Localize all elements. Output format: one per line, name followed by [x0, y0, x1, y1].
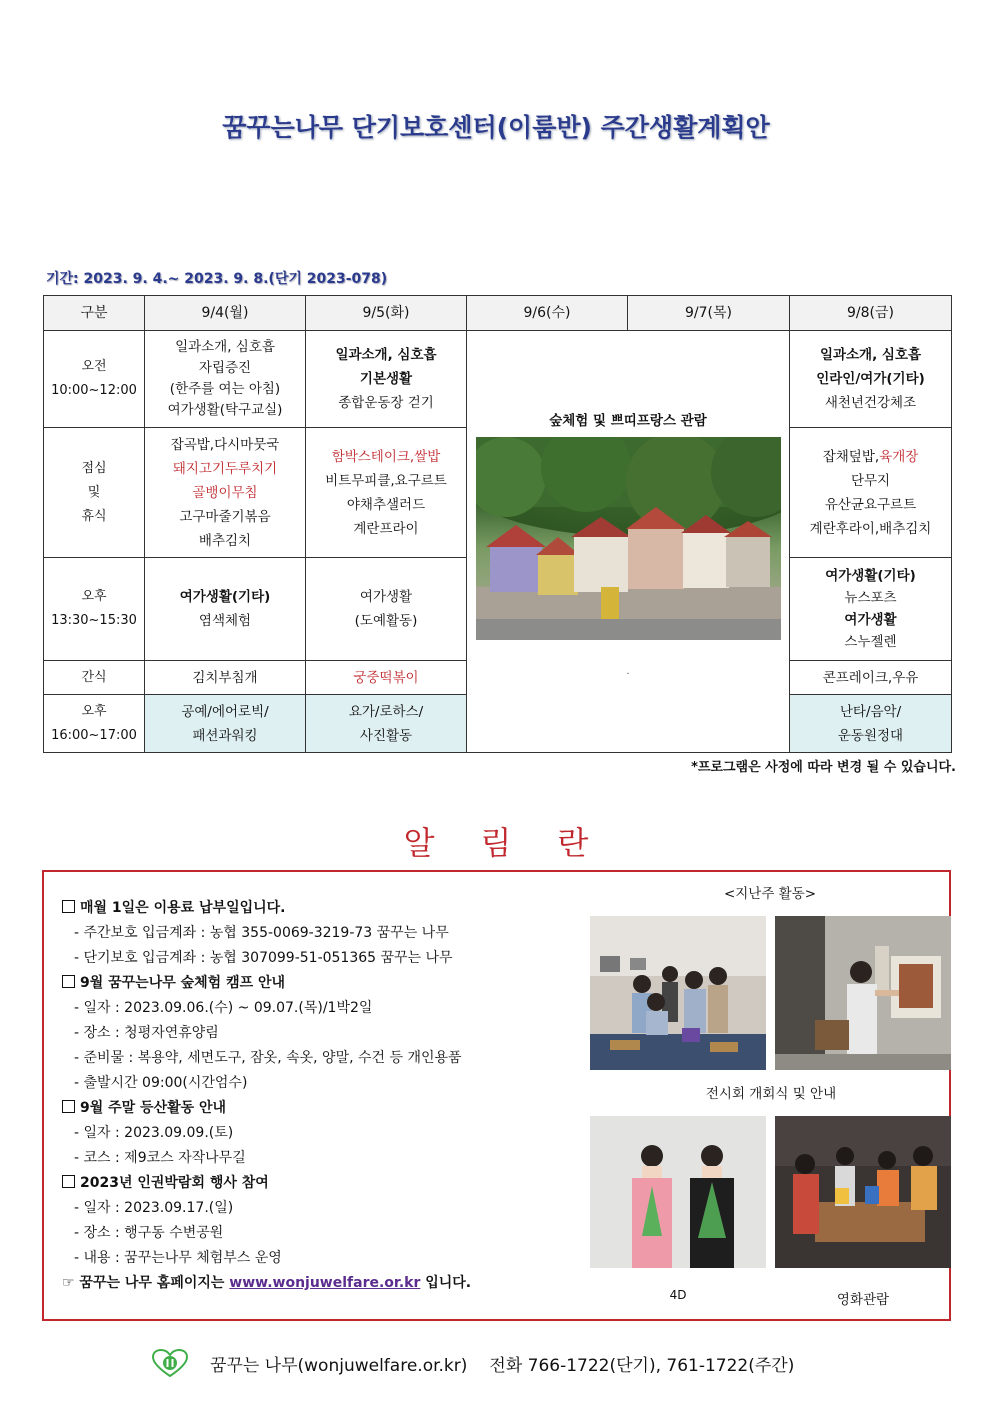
row-label-text: 오후 [81, 589, 107, 604]
notice-list [62, 896, 582, 1296]
cell-text: 공예/에어로빅/ [181, 703, 269, 720]
event-dot: . [626, 666, 630, 677]
row-label-time: 16:00~17:00 [51, 727, 137, 743]
menu-item: 단무지 [850, 472, 891, 489]
cell-text: 운동원정대 [837, 727, 904, 744]
menu-item-part: 육개장 [879, 448, 919, 465]
checkbox-icon [62, 900, 75, 913]
table-row-morning [44, 331, 952, 428]
photo-4d [590, 1116, 766, 1268]
notice-item: - 장소 : 청평자연휴양림 [74, 1025, 219, 1041]
notice-item: - 내용 : 꿈꾸는나무 체험부스 운영 [74, 1250, 282, 1266]
footer-phone: 전화 766-1722(단기), 761-1722(주간) [489, 1355, 795, 1376]
menu-item-part: 잡채덮밥, [822, 448, 880, 465]
row-label-text: 휴식 [81, 508, 107, 524]
notice-head [62, 1096, 582, 1121]
cell-text: 사진활동 [359, 727, 413, 744]
cell-snack-tue: 궁중떡볶이 [306, 661, 467, 695]
homepage-link[interactable]: www.wonjuwelfare.or.kr [229, 1275, 421, 1291]
photo-exhibition-guide [775, 916, 951, 1070]
homepage-suffix: 입니다. [420, 1275, 472, 1291]
caption-exhibition: 전시회 개회식 및 안내 [705, 1086, 837, 1102]
checkbox-icon [62, 1100, 75, 1113]
header-mon: 9/4(월) [145, 296, 306, 331]
row-label-time: 13:30~15:30 [51, 613, 137, 628]
row-label-lunch [44, 428, 145, 558]
row-label-afternoon [44, 558, 145, 661]
cell-event-wed-thu [467, 331, 790, 753]
row-label-text: 오전 [81, 359, 107, 374]
notice-text: 9월 꿈꾸는나무 숲체험 캠프 안내 [80, 975, 286, 991]
cell-afternoon-mon [145, 558, 306, 661]
notice-heading: 알림란 [403, 824, 635, 862]
notice-box [42, 870, 951, 1321]
cell-text: 일과소개, 심호흡 [335, 347, 437, 363]
menu-item: 야채추샐러드 [346, 496, 426, 513]
caption-movie: 영화관람 [836, 1292, 890, 1308]
cell-text: 새천년건강체조 [824, 395, 917, 411]
cell-text: 요가/로하스/ [348, 703, 424, 720]
notice-item: - 일자 : 2023.09.17.(일) [74, 1200, 234, 1216]
notice-text: 2023년 인권박람회 행사 참여 [80, 1175, 269, 1191]
schedule-note: *프로그램은 사정에 따라 변경 될 수 있습니다. [691, 760, 956, 775]
cell-morning-tue [306, 331, 467, 428]
notice-item: - 일자 : 2023.09.06.(수) ~ 09.07.(목)/1박2일 [74, 1000, 373, 1016]
cell-text: 기본생활 [359, 371, 413, 387]
cell-text: 여가생활 [359, 589, 413, 605]
cell-text: 염색체험 [198, 613, 252, 629]
header-fri: 9/8(금) [790, 296, 952, 331]
cell-lunch-mon [145, 428, 306, 558]
checkbox-icon [62, 975, 75, 988]
weekly-schedule-table [43, 295, 952, 753]
notice-head [62, 971, 582, 996]
row-label-late [44, 695, 145, 753]
cell-text: (도예활동) [354, 613, 418, 629]
menu-item: 골뱅이무침 [192, 484, 258, 501]
row-label-text: 오후 [81, 703, 107, 719]
period-label: 기간: 2023. 9. 4.~ 2023. 9. 8.(단기 2023-078) [46, 271, 388, 287]
cell-text: 난타/음악/ [839, 703, 902, 720]
menu-item: 고구마줄기볶음 [179, 508, 271, 525]
notice-item: - 준비물 : 복용약, 세면도구, 잠옷, 속옷, 양말, 수건 등 개인용품 [74, 1050, 462, 1066]
cell-late-mon [145, 695, 306, 753]
cell-text: 뉴스포츠 [844, 590, 897, 606]
cell-afternoon-tue [306, 558, 467, 661]
menu-item [792, 445, 949, 469]
cell-text: 여가생활(기타) [825, 568, 916, 584]
page-title: 꿈꾸는나무 단기보호센터(이룸반) 주간생활계획안 [222, 113, 770, 142]
row-label-morning [44, 331, 145, 428]
cell-late-tue [306, 695, 467, 753]
event-title: 숲체험 및 쁘띠프랑스 관람 [549, 413, 707, 429]
menu-item: 잡곡밥,다시마뭇국 [170, 436, 280, 453]
menu-item: 돼지고기두루치기 [172, 460, 278, 477]
notice-item: - 일자 : 2023.09.09.(토) [74, 1125, 234, 1141]
menu-item: 유산균요구르트 [824, 496, 917, 513]
notice-item: - 출발시간 09:00(시간엄수) [74, 1075, 248, 1091]
cell-text: 여가생활 [844, 612, 897, 628]
cell-lunch-fri [790, 428, 952, 558]
village-photo [476, 437, 781, 640]
cell-text: 여가생활(기타) [179, 589, 271, 605]
menu-item: 계란프라이 [353, 520, 419, 537]
header-wed: 9/6(수) [467, 296, 628, 331]
cell-snack-mon: 김치부침개 [145, 661, 306, 695]
homepage-prefix: ☞ 꿈꾸는 나무 홈페이지는 [62, 1275, 230, 1291]
header-category: 구분 [44, 296, 145, 331]
row-label-time: 10:00~12:00 [51, 383, 137, 398]
notice-item: - 장소 : 행구동 수변공원 [74, 1225, 224, 1241]
notice-item: - 단기보호 입금계좌 : 농협 307099-51-051365 꿈꾸는 나무 [74, 950, 453, 966]
cell-text: 자립증진 [198, 360, 252, 376]
cell-text: 인라인/여가(기타) [816, 371, 925, 387]
header-tue: 9/5(화) [306, 296, 467, 331]
footer-org: 꿈꾸는 나무(wonjuwelfare.or.kr) [210, 1355, 468, 1376]
cell-text: 여가생활(탁구교실) [167, 402, 283, 418]
row-label-snack: 간식 [44, 661, 145, 695]
header-thu: 9/7(목) [628, 296, 790, 331]
notice-item: - 주간보호 입금계좌 : 농협 355-0069-3219-73 꿈꾸는 나무 [74, 925, 449, 941]
cell-text: 스누젤렌 [844, 634, 897, 650]
photo-exhibition-group [590, 916, 766, 1070]
cell-text: (한주를 여는 아침) [169, 381, 281, 397]
menu-item: 함박스테이크,쌀밥 [331, 448, 441, 465]
table-header-row [44, 296, 952, 331]
cell-lunch-tue [306, 428, 467, 558]
cell-text: 패션과워킹 [192, 727, 258, 744]
cell-late-fri [790, 695, 952, 753]
homepage-line [62, 1271, 582, 1296]
checkbox-icon [62, 1175, 75, 1188]
gallery-title: <지난주 활동> [723, 886, 817, 902]
footer [152, 1348, 816, 1378]
cell-text: 일과소개, 심호흡 [175, 339, 275, 355]
notice-text: 9월 주말 등산활동 안내 [80, 1100, 227, 1116]
menu-item: 계란후라이,배추김치 [809, 520, 932, 537]
cell-afternoon-fri [790, 558, 952, 661]
cell-morning-mon [145, 331, 306, 428]
cell-morning-fri [790, 331, 952, 428]
notice-text: 매월 1일은 이용료 납부일입니다. [80, 900, 286, 916]
menu-item: 배추김치 [198, 532, 252, 549]
notice-head [62, 896, 582, 921]
notice-item: - 코스 : 제9코스 자작나무길 [74, 1150, 246, 1166]
cell-snack-fri: 콘프레이크,우유 [790, 661, 952, 695]
row-label-text: 및 [87, 484, 101, 500]
photo-movie [775, 1116, 951, 1268]
notice-head [62, 1171, 582, 1196]
cell-text: 일과소개, 심호흡 [819, 347, 922, 363]
menu-item: 비트무피클,요구르트 [325, 472, 447, 489]
row-label-text: 점심 [81, 460, 107, 476]
heart-logo-icon [152, 1349, 188, 1377]
caption-4d: 4D [669, 1288, 687, 1302]
cell-text: 종합운동장 걷기 [338, 395, 434, 411]
